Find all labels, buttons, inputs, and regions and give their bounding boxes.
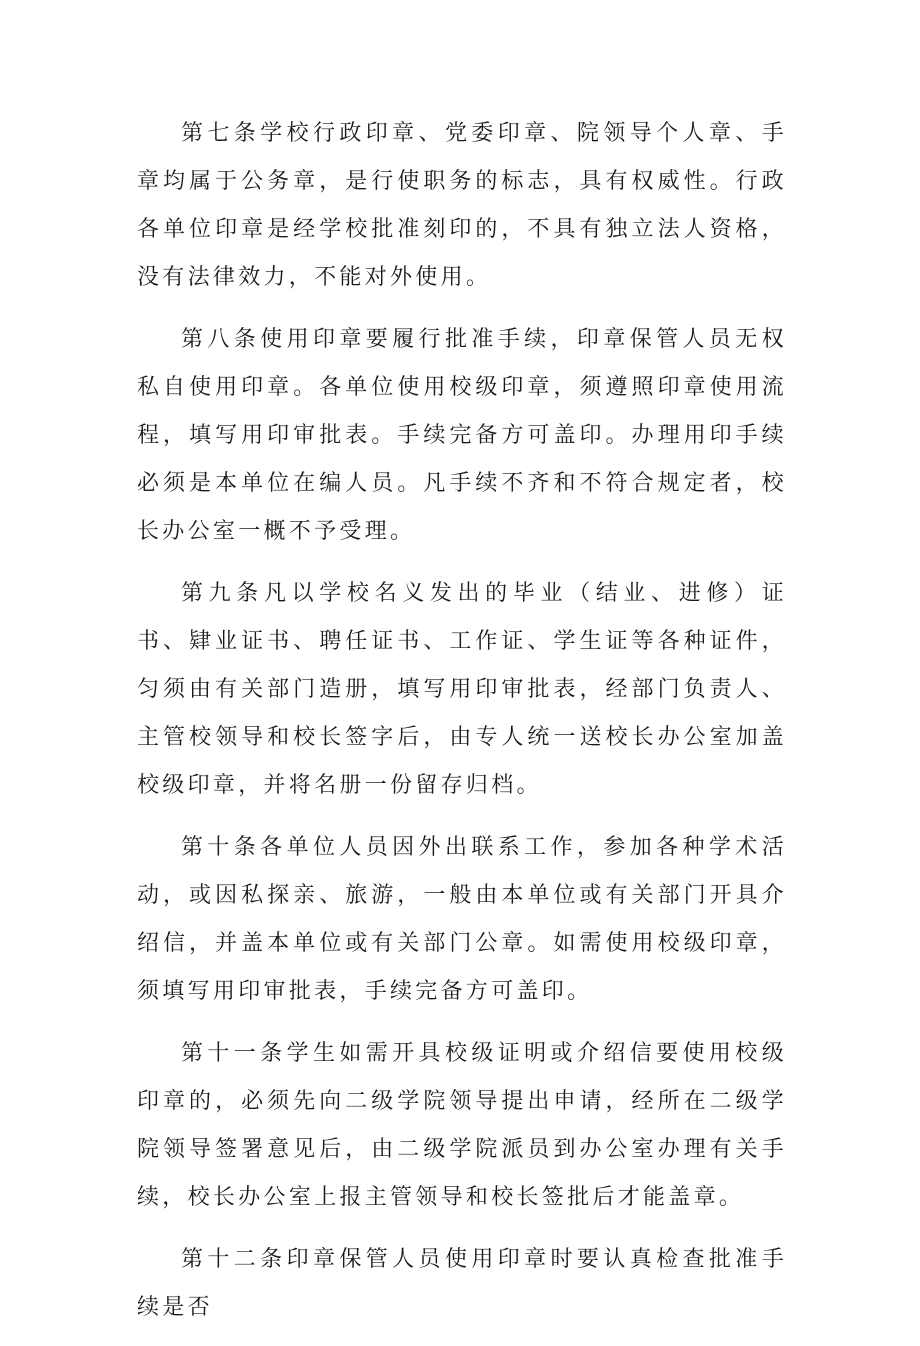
article-9-paragraph: 第九条凡以学校名义发出的毕业（结业、进修）证书、肄业证书、聘任证书、工作证、学生证等各种证件，匀须由有关部门造册，填写用印审批表，经部门负责人、主管校领导和校长签字后，由专人统一送校长办公室加盖校级印章，并将名册一份留存归档。 [137, 581, 787, 798]
article-7-paragraph: 第七条学校行政印章、党委印章、院领导个人章、手章均属于公务章，是行使职务的标志，具有权威性。行政各单位印章是经学校批准刻印的，不具有独立法人资格，没有法律效力，不能对外使用。 [137, 121, 787, 290]
document-body [137, 110, 787, 1346]
article-12-paragraph: 第十二条印章保管人员使用印章时要认真检查批准手续是否 [137, 1247, 787, 1320]
article-10-paragraph: 第十条各单位人员因外出联系工作，参加各种学术活动，或因私探亲、旅游，一般由本单位或有关部门开具介绍信，并盖本单位或有关部门公章。如需使用校级印章，须填写用印审批表，手续完备方可盖印。 [137, 835, 787, 1004]
article-8-paragraph: 第八条使用印章要履行批准手续，印章保管人员无权私自使用印章。各单位使用校级印章，须遵照印章使用流程，填写用印审批表。手续完备方可盖印。办理用印手续必须是本单位在编人员。凡手续不齐和不符合规定者，校长办公室一概不予受理。 [137, 327, 787, 544]
article-11-paragraph: 第十一条学生如需开具校级证明或介绍信要使用校级印章的，必须先向二级学院领导提出申请，经所在二级学院领导签署意见后，由二级学院派员到办公室办理有关手续，校长办公室上报主管领导和校长签批后才能盖章。 [137, 1041, 787, 1210]
